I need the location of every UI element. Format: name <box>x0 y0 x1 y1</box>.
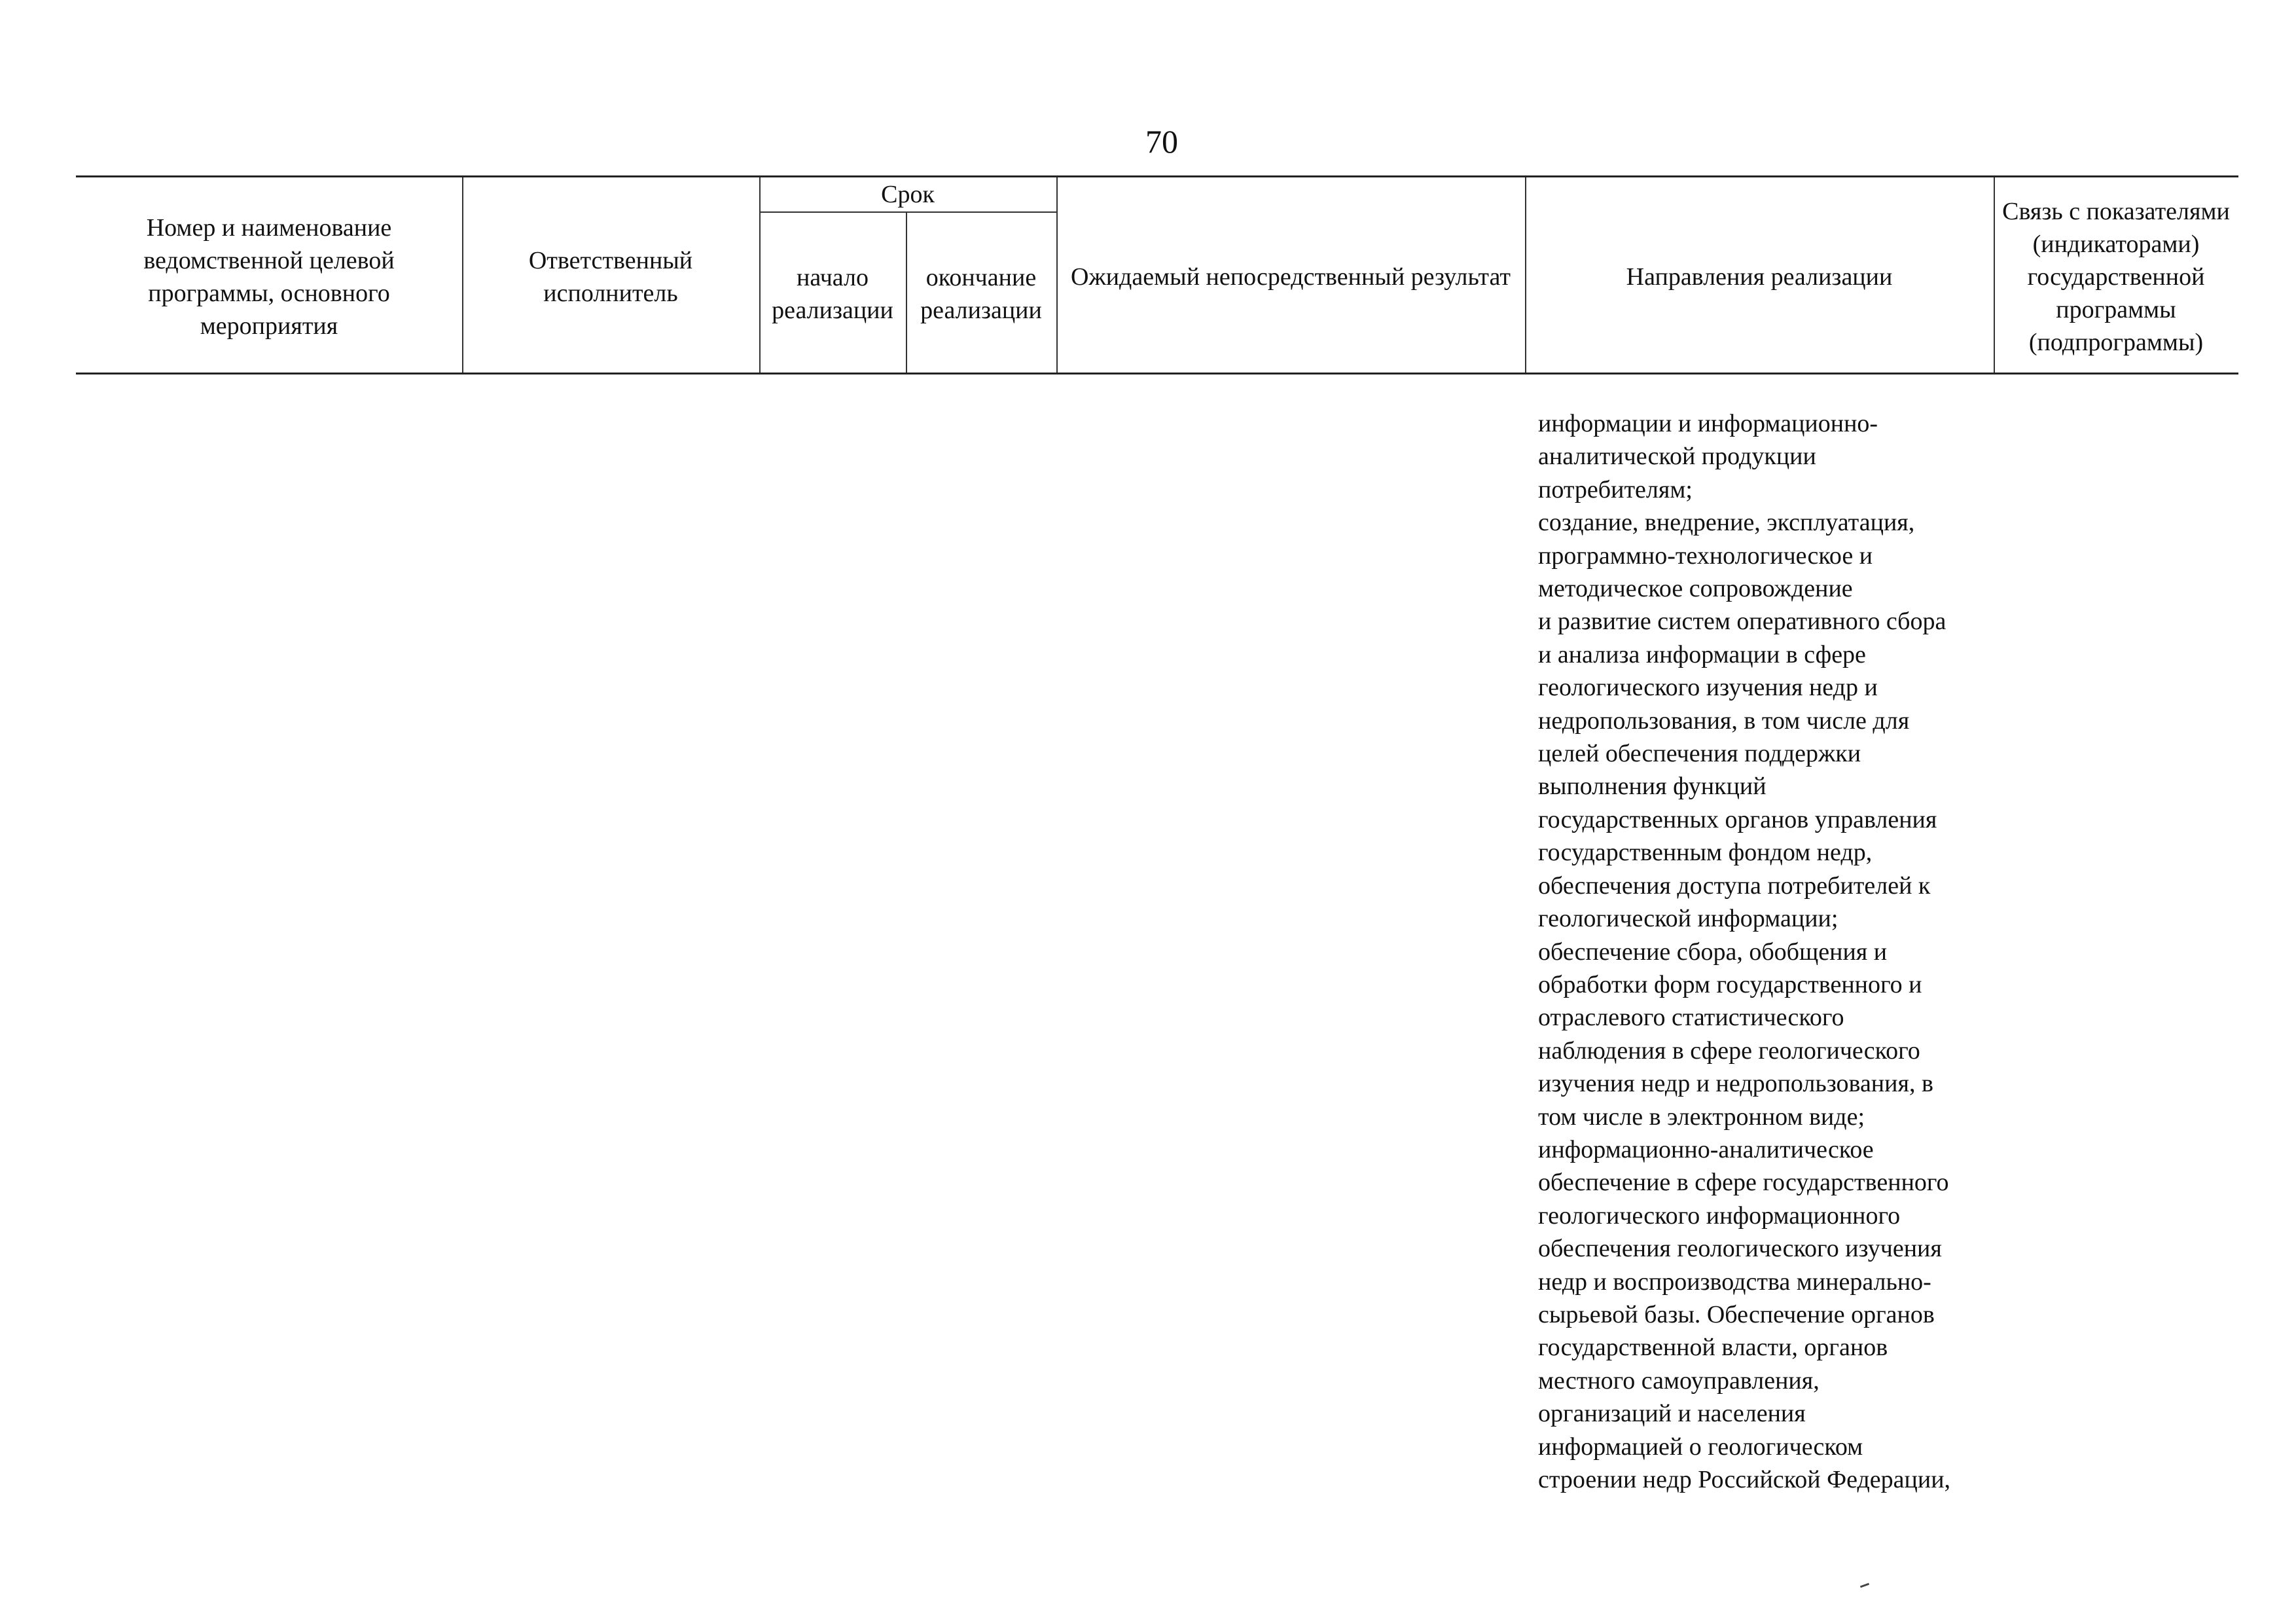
header-expected-result: Ожидаемый непосредственный результат <box>1071 263 1511 291</box>
header-term-start: начало реализации <box>772 264 893 324</box>
header-term: Срок <box>881 181 935 208</box>
header-indicators-link: Связь с показателями (индикаторами) государственной программы (подпрограммы) <box>2002 198 2230 356</box>
page-number: 70 <box>1145 123 1178 160</box>
header-program-name: Номер и наименование ведомственной целевой программы, основного мероприятия <box>143 214 395 340</box>
header-implementation-directions: Направления реализации <box>1626 263 1893 291</box>
table-header <box>76 175 2238 374</box>
scan-mark <box>1860 1583 1869 1588</box>
header-responsible-executor: Ответственный исполнитель <box>528 247 693 307</box>
header-term-end: окончание реализации <box>920 264 1042 324</box>
implementation-directions-text: информации и информационно- аналитической продукции потребителям; создание, внедрение, эксплуатация, программно-технологическое и методическое сопровождение и развитие систем оперативного сбора и анализа информации в сфере геологического изучения недр и недропользования, в том числе для целей обеспечения поддержки выполнения функций государственных органов управления государственным фондом недр, обеспечения доступа потребителей к геологической информации; обеспечение сбора, обобщения и обработки форм государственного и отраслевого статистического наблюдения в сфере геологического изучения недр и недропользования, в том числе в электронном виде; информационно-аналитическое обеспечение в сфере государственного геологического информационного обеспечения геологического изучения недр и воспроизводства минерально- сырьевой базы. Обеспечение органов государственной власти, органов местного самоуправления, организаций и населения информацией о геологическом строении недр Российской Федерации, <box>1538 410 1951 1493</box>
